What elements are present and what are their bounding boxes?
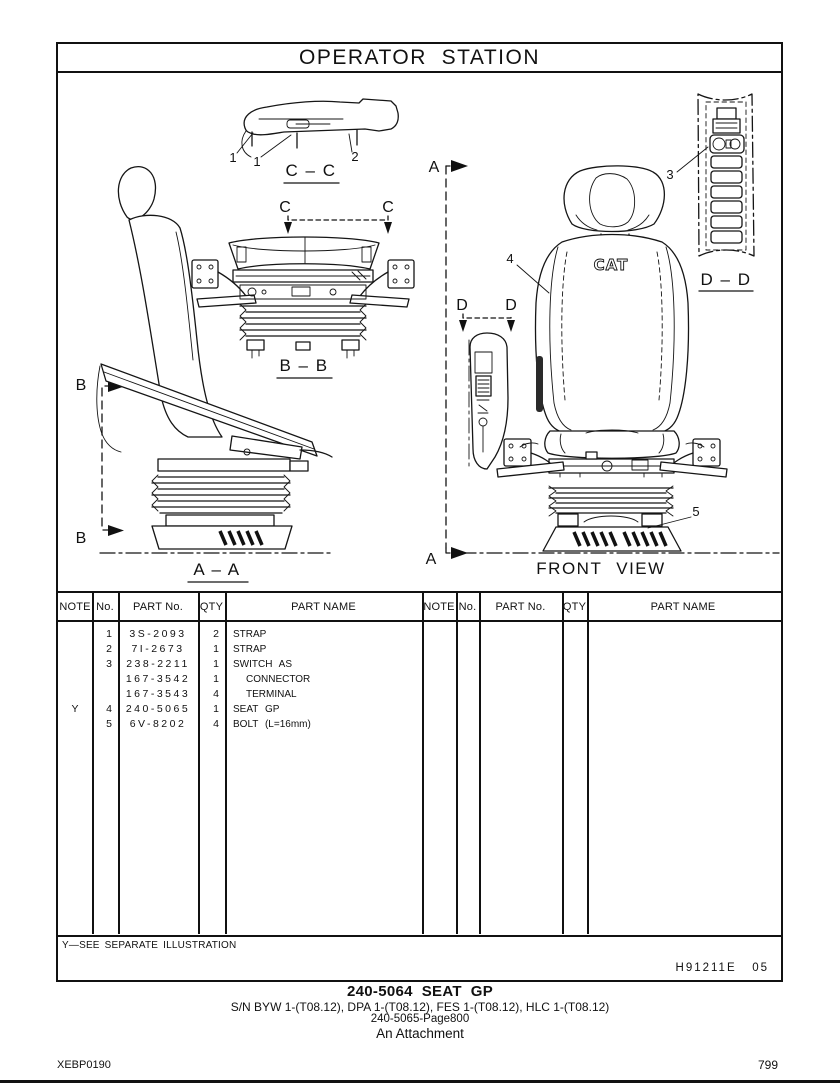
parts-table bbox=[58, 591, 781, 934]
footnote: Y—SEE SEPARATE ILLUSTRATION bbox=[62, 940, 237, 951]
header-qty: QTY bbox=[199, 601, 224, 613]
cell-part-no: 240-5065 bbox=[125, 703, 191, 715]
detail-view-dd bbox=[666, 94, 754, 291]
table-header bbox=[58, 593, 781, 622]
cell-qty: 4 bbox=[213, 718, 219, 730]
cell-no: 3 bbox=[106, 658, 112, 670]
console-side-view bbox=[469, 333, 508, 469]
cell-qty: 1 bbox=[213, 703, 219, 715]
section-marker-d bbox=[456, 297, 517, 332]
view-label-cc: C – C bbox=[285, 161, 337, 180]
cell-no: 1 bbox=[106, 628, 112, 640]
table-row bbox=[58, 687, 781, 702]
table-row bbox=[58, 672, 781, 687]
serial-numbers: S/N BYW 1-(T08.12), DPA 1-(T08.12), FES 1-(T08.12), HLC 1-(T08.12) bbox=[230, 1000, 610, 1014]
section-letter-c: C bbox=[279, 199, 291, 216]
section-letter-a: A bbox=[425, 551, 437, 568]
table-row bbox=[58, 657, 781, 672]
cell-part-name: CONNECTOR bbox=[246, 674, 311, 685]
cell-note bbox=[58, 642, 92, 657]
cell-no: 5 bbox=[106, 718, 112, 730]
bottom-rule bbox=[0, 1080, 840, 1083]
cell-note bbox=[58, 672, 92, 687]
view-label-bb: B – B bbox=[279, 356, 329, 375]
cell-note bbox=[58, 627, 92, 642]
page-number: 799 bbox=[757, 1058, 778, 1072]
table-row bbox=[58, 642, 781, 657]
callout-4: 4 bbox=[506, 251, 514, 266]
cell-note bbox=[58, 717, 92, 732]
table-row bbox=[58, 702, 781, 717]
cell-qty: 4 bbox=[213, 688, 219, 700]
cell-qty: 2 bbox=[213, 628, 219, 640]
cell-note bbox=[58, 657, 92, 672]
cell-part-no: 167-3542 bbox=[125, 673, 191, 685]
page-title: OPERATOR STATION bbox=[58, 44, 781, 73]
callout-5: 5 bbox=[692, 504, 700, 519]
group-title: 240-5064 SEAT GP bbox=[346, 983, 494, 1000]
cell-part-name: BOLT (L=16mm) bbox=[233, 719, 311, 730]
header-no: No. bbox=[96, 601, 114, 613]
section-view-cc bbox=[229, 99, 398, 183]
page-frame bbox=[56, 42, 783, 982]
cell-part-name: STRAP bbox=[233, 644, 267, 655]
section-marker-a bbox=[426, 159, 468, 568]
cell-part-name: SWITCH AS bbox=[233, 659, 293, 670]
section-letter-b: B bbox=[75, 377, 87, 394]
cell-no: 2 bbox=[106, 643, 112, 655]
front-view-label: FRONT VIEW bbox=[536, 559, 666, 578]
cell-part-no: 6V-8202 bbox=[129, 718, 187, 730]
cell-part-no: 7I-2673 bbox=[131, 643, 185, 655]
cell-note: Y bbox=[71, 703, 79, 715]
cat-logo: CAT bbox=[593, 256, 629, 274]
header-note: NOTE bbox=[423, 601, 455, 613]
header-part-no: PART No. bbox=[495, 601, 546, 613]
attachment-note: An Attachment bbox=[376, 1025, 464, 1041]
callout-1: 1 bbox=[253, 154, 261, 169]
header-part-no: PART No. bbox=[133, 601, 183, 613]
section-letter-b: B bbox=[75, 530, 87, 547]
callout-2: 2 bbox=[351, 149, 359, 164]
cell-no bbox=[92, 672, 118, 687]
view-label-dd: D – D bbox=[700, 270, 752, 289]
cell-part-no: 3S-2093 bbox=[129, 628, 187, 640]
caption-block bbox=[0, 984, 840, 1040]
header-no: No. bbox=[458, 601, 477, 613]
section-letter-d: D bbox=[505, 297, 517, 314]
header-qty: QTY bbox=[562, 601, 587, 613]
parts-rows bbox=[58, 627, 781, 934]
technical-drawing bbox=[58, 75, 780, 591]
header-part-name: PART NAME bbox=[650, 601, 716, 613]
header-part-name: PART NAME bbox=[291, 601, 356, 613]
cell-part-name: STRAP bbox=[233, 629, 267, 640]
callout-3: 3 bbox=[666, 167, 674, 182]
cell-part-no: 238-2211 bbox=[126, 658, 190, 670]
view-label-aa: A – A bbox=[193, 560, 241, 579]
cell-qty: 1 bbox=[213, 643, 219, 655]
page-reference: 240-5065-Page800 bbox=[370, 1013, 470, 1025]
cell-no bbox=[92, 687, 118, 702]
table-body bbox=[58, 624, 781, 934]
section-letter-a: A bbox=[428, 159, 440, 176]
cell-qty: 1 bbox=[213, 673, 219, 685]
header-note: NOTE bbox=[59, 601, 91, 613]
cell-no: 4 bbox=[106, 703, 112, 715]
cell-part-name: SEAT GP bbox=[233, 704, 280, 715]
cell-part-name: TERMINAL bbox=[246, 689, 297, 700]
cell-note bbox=[58, 687, 92, 702]
table-row bbox=[58, 627, 781, 642]
document-code: XEBP0190 bbox=[57, 1059, 111, 1071]
note-box bbox=[58, 935, 781, 980]
table-row bbox=[58, 717, 781, 732]
section-letter-d: D bbox=[456, 297, 468, 314]
revision-code: H91211E 05 bbox=[675, 962, 769, 974]
section-view-bb bbox=[192, 199, 414, 378]
callout-1: 1 bbox=[229, 150, 237, 165]
cell-qty: 1 bbox=[213, 658, 219, 670]
section-letter-c: C bbox=[382, 199, 394, 216]
cell-part-no: 167-3543 bbox=[125, 688, 191, 700]
folded-armrest bbox=[536, 356, 543, 412]
